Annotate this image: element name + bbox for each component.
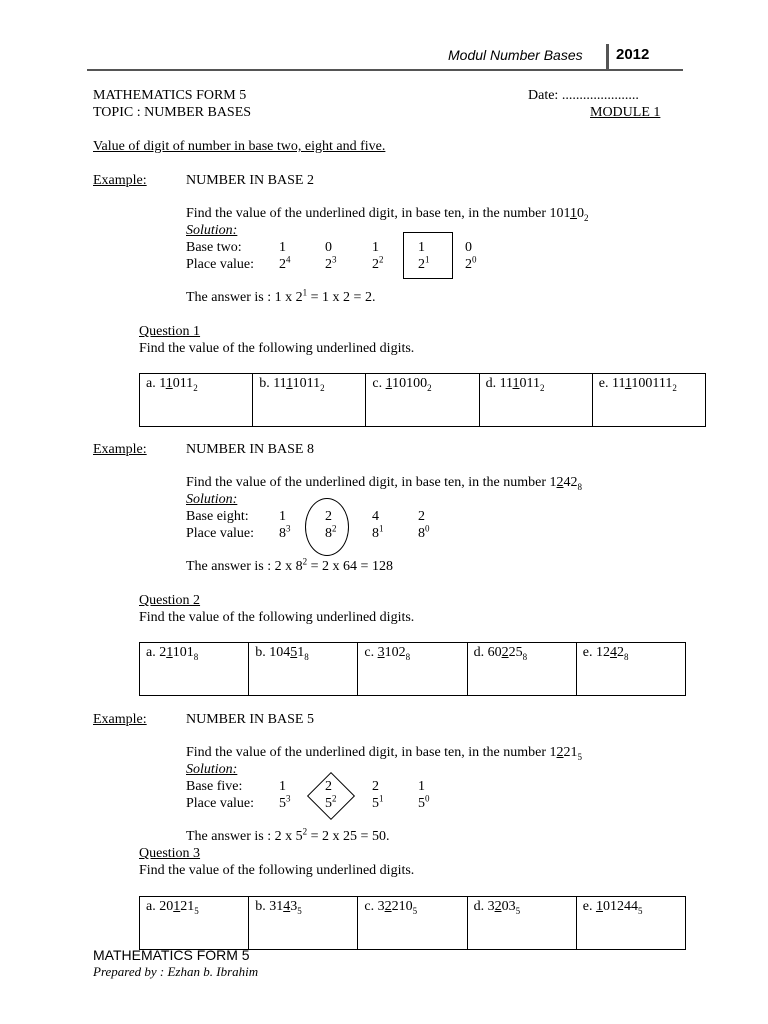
row2-label-2: Place value: [186,526,255,541]
question-text-2: Find the value of the following underlined digits. [139,610,415,625]
question-label-3: Question 3 [139,846,201,861]
place-value: $2^0$ [465,254,477,272]
question-text-3: Find the value of the following underlined digits. [139,863,415,878]
example-label-3: Example: [93,712,147,727]
example-label-2: Example: [93,442,147,457]
place-value: $5^1$ [372,793,384,811]
place-value: $8^3$ [279,523,291,541]
question-table-3 [139,896,686,950]
row2-label-1: Place value: [186,257,255,272]
question-label-1: Question 1 [139,324,201,339]
place-value: $5^2$ [325,793,337,811]
digit: 1 [279,779,286,794]
date-label: Date: ...................... [528,88,639,103]
question-cell[interactable]: e. $1242_8$ [576,643,685,696]
row2-label-3: Place value: [186,796,255,811]
place-value: $8^0$ [418,523,430,541]
digit: 1 [418,779,425,794]
question-cell[interactable]: a. $20121_5$ [140,897,249,950]
question-cell[interactable]: a. $21101_8$ [140,643,249,696]
example-heading-3: NUMBER IN BASE 5 [186,712,314,727]
place-value: $2^4$ [279,254,291,272]
header-divider [606,44,609,71]
question-cell[interactable]: b. $3143_5$ [249,897,358,950]
example-prompt-1: Find the value of the underlined digit, in base ten, in the number $10110_2$ [186,206,589,223]
intro-text: Value of digit of number in base two, eight and five. [93,139,386,154]
header-year: 2012 [616,46,650,63]
answer-2: The answer is : 2 x $8^2 = 2$ x 64 = 128 [186,556,393,574]
digit: 2 [325,779,332,794]
question-cell[interactable]: d. $60225_8$ [467,643,576,696]
digit: 2 [418,509,425,524]
question-table-2 [139,642,686,696]
question-text-1: Find the value of the following underlined digits. [139,341,415,356]
digit: 4 [372,509,379,524]
question-cell[interactable]: b. $10451_8$ [249,643,358,696]
topic-title: TOPIC : NUMBER BASES [93,105,252,120]
digit: 1 [418,240,425,255]
answer-3: The answer is : 2 x $5^2 = 2$ x 25 = 50. [186,826,390,844]
question-cell[interactable]: b. $1111011_2$ [253,374,366,427]
digit: 0 [465,240,472,255]
answer-1: The answer is : 1 x $2^1 = 1$ x 2 = 2. [186,287,376,305]
footer-subject: MATHEMATICS FORM 5 [93,947,250,963]
place-value: $5^3$ [279,793,291,811]
header-module-name: Modul Number Bases [448,47,583,63]
example-prompt-2: Find the value of the underlined digit, in base ten, in the number $1242_8$ [186,475,583,492]
subject-title: MATHEMATICS FORM 5 [93,88,247,103]
question-cell[interactable]: d. $3203_5$ [467,897,576,950]
solution-label-2: Solution: [186,492,238,507]
digit: 1 [279,509,286,524]
row1-label-1: Base two: [186,240,242,255]
question-label-2: Question 2 [139,593,201,608]
place-value: $5^0$ [418,793,430,811]
digit: 0 [325,240,332,255]
solution-label-3: Solution: [186,762,238,777]
row1-label-3: Base five: [186,779,243,794]
place-value: $2^2$ [372,254,384,272]
example-heading-1: NUMBER IN BASE 2 [186,173,314,188]
place-value: $2^3$ [325,254,337,272]
question-cell[interactable]: e. $101244_5$ [576,897,685,950]
question-cell[interactable]: e. $111100111_2$ [592,374,705,427]
question-cell[interactable]: c. $110100_2$ [366,374,479,427]
question-table-1 [139,373,706,427]
row1-label-2: Base eight: [186,509,249,524]
example-label-1: Example: [93,173,147,188]
question-cell[interactable]: d. $111011_2$ [479,374,592,427]
example-prompt-3: Find the value of the underlined digit, in base ten, in the number $1221_5$ [186,745,583,762]
digit: 2 [372,779,379,794]
question-cell[interactable]: c. $3102_8$ [358,643,467,696]
solution-label-1: Solution: [186,223,238,238]
digit: 1 [279,240,286,255]
place-value: $8^1$ [372,523,384,541]
footer-prepared: Prepared by : Ezhan b. Ibrahim [93,964,259,979]
digit: 2 [325,509,332,524]
example-heading-2: NUMBER IN BASE 8 [186,442,314,457]
digit: 1 [372,240,379,255]
module-label: MODULE 1 [590,105,661,120]
question-cell[interactable]: c. $32210_5$ [358,897,467,950]
place-value: $2^1$ [418,254,430,272]
place-value: $8^2$ [325,523,337,541]
header-rule [87,69,683,71]
question-cell[interactable]: a. $11011_2$ [140,374,253,427]
